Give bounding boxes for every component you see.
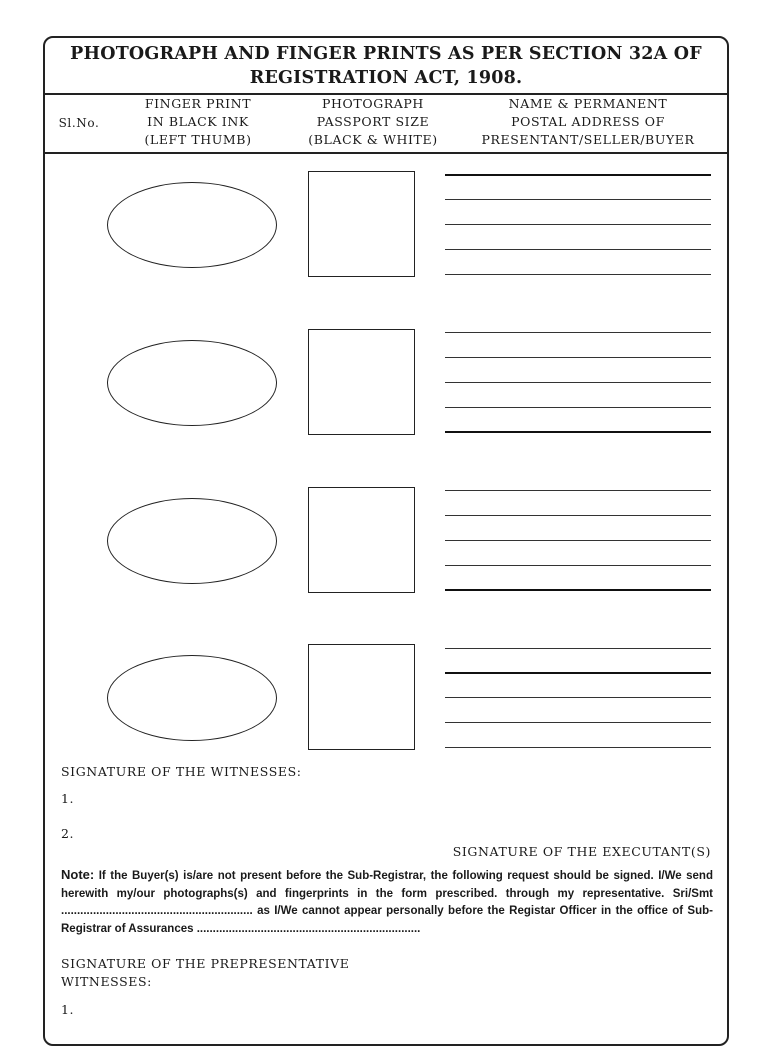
address-line-4-4 — [445, 722, 711, 723]
thumb-impression-box-1 — [107, 182, 277, 268]
photograph-box-2 — [308, 329, 415, 435]
witnesses-heading: SIGNATURE OF THE WITNESSES: — [61, 764, 302, 779]
address-line-1-3 — [445, 224, 711, 225]
column-header-sl-no: Sl.No. — [58, 116, 100, 130]
form-title-line-1: PHOTOGRAPH AND FINGER PRINTS AS PER SECTION 32A OF — [70, 44, 702, 64]
photograph-box-4 — [308, 644, 415, 750]
address-line-2-1 — [445, 332, 711, 333]
registration-form — [43, 36, 729, 1046]
form-title — [45, 42, 727, 90]
photograph-header-line-2: PASSPORT SIZE — [316, 114, 430, 129]
photograph-header-line-1: PHOTOGRAPH — [322, 96, 424, 111]
column-header-finger-print — [113, 95, 283, 149]
note-paragraph — [61, 866, 713, 938]
note-text: If the Buyer(s) is/are not present before the Sub-Registrar, the following request should be signed. I/We send herewith my/our photographs(s) and fingerprints in the form prescribed. through my representative. Sri/Smt ............................................................ as I/We cannot appear personally before the Registar Officer in the office of Sub-Registrar of Assurances ...................................................................... — [61, 870, 713, 935]
note-label: Note: — [61, 867, 95, 882]
column-header-name-address — [453, 95, 723, 149]
executant-signature-label: SIGNATURE OF THE EXECUTANT(S) — [452, 844, 711, 859]
representative-witnesses-heading-line-1: SIGNATURE OF THE PREPRESENTATIVE — [61, 956, 350, 971]
address-line-4-3 — [445, 697, 711, 698]
representative-witnesses-heading-line-2: WITNESSES: — [61, 974, 152, 989]
photograph-box-1 — [308, 171, 415, 277]
name-address-header-line-2: POSTAL ADDRESS OF — [511, 114, 665, 129]
name-address-header-line-1: NAME & PERMANENT — [508, 96, 668, 111]
address-line-3-3 — [445, 540, 711, 541]
address-line-2-3 — [445, 382, 711, 383]
address-line-1-2 — [445, 199, 711, 200]
address-line-2-4 — [445, 407, 711, 408]
representative-witness-1-label: 1. — [61, 1002, 75, 1017]
photograph-box-3 — [308, 487, 415, 593]
thumb-impression-box-4 — [107, 655, 277, 741]
name-address-header-line-3: PRESENTANT/SELLER/BUYER — [481, 132, 695, 147]
address-line-1-1 — [445, 174, 711, 176]
address-line-2-5 — [445, 431, 711, 433]
form-title-line-2: REGISTRATION ACT, 1908. — [249, 68, 523, 88]
header-divider — [45, 152, 727, 154]
column-header-photograph — [293, 95, 453, 149]
finger-print-header-line-1: FINGER PRINT — [144, 96, 252, 111]
address-line-3-4 — [445, 565, 711, 566]
finger-print-header-line-2: IN BLACK INK — [147, 114, 249, 129]
address-line-2-2 — [445, 357, 711, 358]
address-line-4-2 — [445, 672, 711, 674]
address-line-4-1 — [445, 648, 711, 649]
witness-2-label: 2. — [61, 826, 75, 841]
address-line-4-5 — [445, 747, 711, 748]
address-line-3-1 — [445, 490, 711, 491]
thumb-impression-box-3 — [107, 498, 277, 584]
address-line-3-5 — [445, 589, 711, 591]
address-line-1-5 — [445, 274, 711, 275]
finger-print-header-line-3: (LEFT THUMB) — [144, 132, 252, 147]
witness-1-label: 1. — [61, 791, 75, 806]
address-line-1-4 — [445, 249, 711, 250]
address-line-3-2 — [445, 515, 711, 516]
thumb-impression-box-2 — [107, 340, 277, 426]
photograph-header-line-3: (BLACK & WHITE) — [308, 132, 438, 147]
